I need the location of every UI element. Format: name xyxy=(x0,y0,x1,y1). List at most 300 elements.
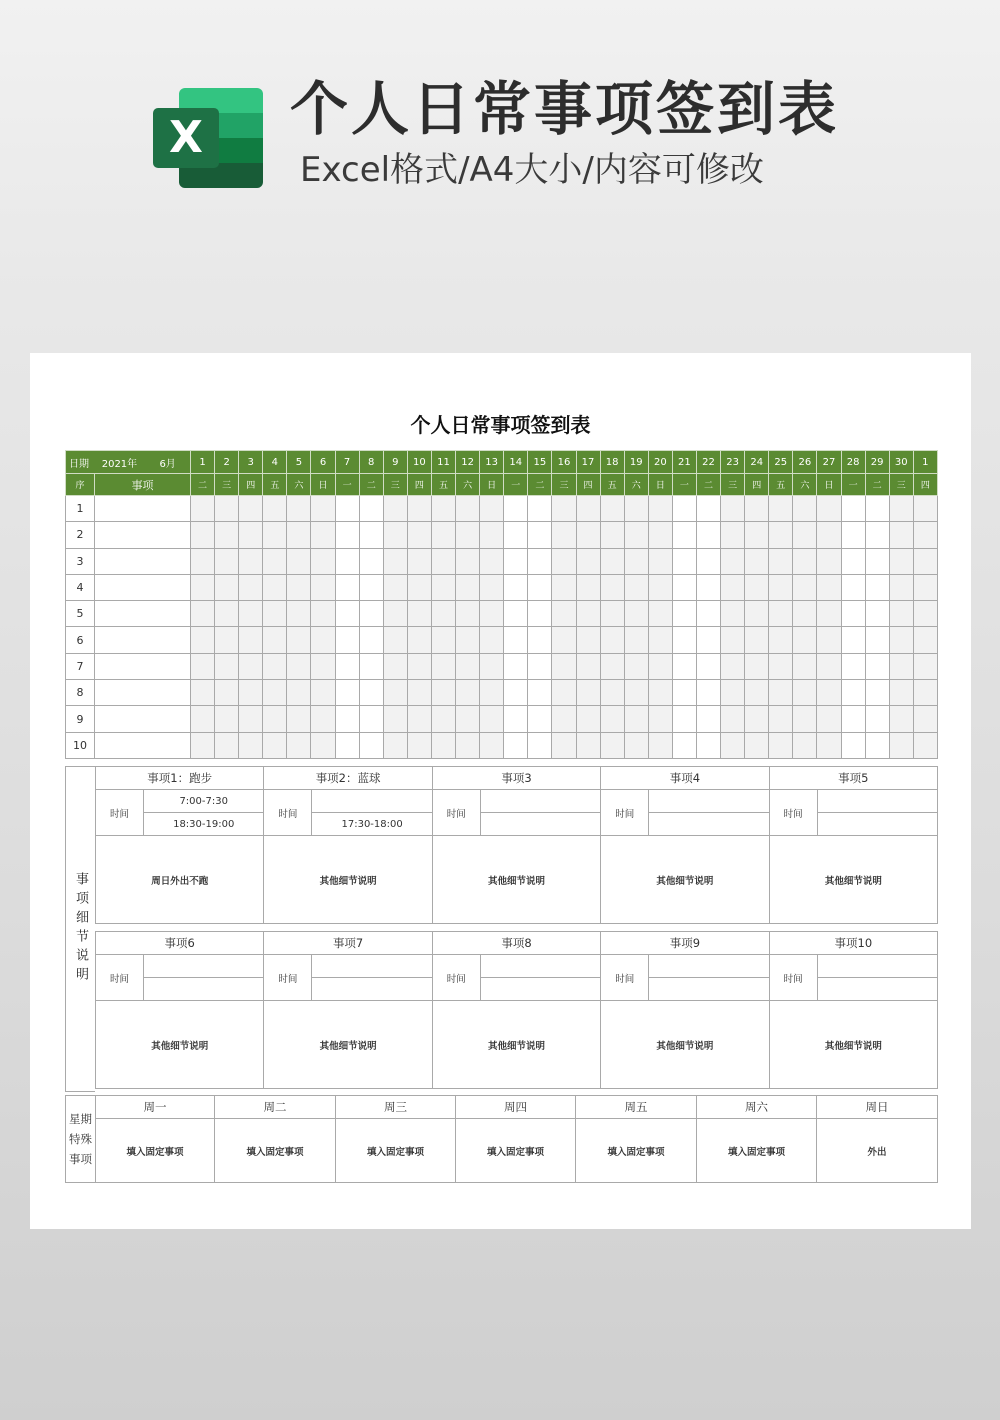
checkin-cell[interactable] xyxy=(287,706,311,732)
checkin-cell[interactable] xyxy=(263,653,287,679)
checkin-cell[interactable] xyxy=(576,653,600,679)
checkin-cell[interactable] xyxy=(191,627,215,653)
checkin-cell[interactable] xyxy=(239,706,263,732)
checkin-cell[interactable] xyxy=(913,680,937,706)
checkin-cell[interactable] xyxy=(913,601,937,627)
checkin-cell[interactable] xyxy=(359,653,383,679)
checkin-cell[interactable] xyxy=(721,627,745,653)
checkin-cell[interactable] xyxy=(431,522,455,548)
checkin-cell[interactable] xyxy=(793,732,817,758)
week-day-item[interactable]: 填入固定事项 xyxy=(576,1119,697,1183)
checkin-cell[interactable] xyxy=(287,653,311,679)
checkin-cell[interactable] xyxy=(456,601,480,627)
checkin-cell[interactable] xyxy=(215,522,239,548)
checkin-cell[interactable] xyxy=(335,548,359,574)
checkin-cell[interactable] xyxy=(311,732,335,758)
detail-description[interactable]: 其他细节说明 xyxy=(432,836,600,924)
checkin-cell[interactable] xyxy=(239,496,263,522)
checkin-cell[interactable] xyxy=(407,627,431,653)
checkin-cell[interactable] xyxy=(431,548,455,574)
checkin-cell[interactable] xyxy=(721,496,745,522)
checkin-cell[interactable] xyxy=(552,601,576,627)
checkin-cell[interactable] xyxy=(287,680,311,706)
checkin-cell[interactable] xyxy=(672,706,696,732)
checkin-cell[interactable] xyxy=(696,653,720,679)
checkin-cell[interactable] xyxy=(769,706,793,732)
checkin-cell[interactable] xyxy=(456,522,480,548)
checkin-cell[interactable] xyxy=(552,680,576,706)
checkin-cell[interactable] xyxy=(648,627,672,653)
checkin-cell[interactable] xyxy=(263,706,287,732)
checkin-cell[interactable] xyxy=(359,522,383,548)
checkin-cell[interactable] xyxy=(841,548,865,574)
checkin-cell[interactable] xyxy=(672,732,696,758)
checkin-cell[interactable] xyxy=(504,627,528,653)
checkin-cell[interactable] xyxy=(311,680,335,706)
checkin-cell[interactable] xyxy=(841,522,865,548)
week-day-item[interactable]: 填入固定事项 xyxy=(456,1119,576,1183)
checkin-cell[interactable] xyxy=(311,522,335,548)
checkin-cell[interactable] xyxy=(383,680,407,706)
checkin-cell[interactable] xyxy=(431,496,455,522)
checkin-cell[interactable] xyxy=(359,627,383,653)
checkin-cell[interactable] xyxy=(648,496,672,522)
checkin-cell[interactable] xyxy=(263,732,287,758)
time-value[interactable]: 7:00-7:30 xyxy=(144,790,264,813)
checkin-cell[interactable] xyxy=(263,522,287,548)
checkin-cell[interactable] xyxy=(239,601,263,627)
checkin-cell[interactable] xyxy=(600,548,624,574)
checkin-cell[interactable] xyxy=(648,680,672,706)
checkin-cell[interactable] xyxy=(456,627,480,653)
time-value[interactable] xyxy=(480,955,600,978)
checkin-cell[interactable] xyxy=(817,574,841,600)
item-cell[interactable] xyxy=(95,574,191,600)
checkin-cell[interactable] xyxy=(696,680,720,706)
checkin-cell[interactable] xyxy=(287,574,311,600)
checkin-cell[interactable] xyxy=(528,732,552,758)
checkin-cell[interactable] xyxy=(865,522,889,548)
item-cell[interactable] xyxy=(95,732,191,758)
checkin-cell[interactable] xyxy=(817,522,841,548)
item-cell[interactable] xyxy=(95,522,191,548)
checkin-cell[interactable] xyxy=(528,574,552,600)
checkin-cell[interactable] xyxy=(431,706,455,732)
checkin-cell[interactable] xyxy=(672,522,696,548)
checkin-cell[interactable] xyxy=(239,653,263,679)
month-label[interactable]: 6月 xyxy=(159,458,176,470)
checkin-cell[interactable] xyxy=(480,574,504,600)
detail-description[interactable]: 其他细节说明 xyxy=(769,1001,937,1089)
time-value[interactable] xyxy=(312,955,432,978)
checkin-cell[interactable] xyxy=(889,496,913,522)
checkin-cell[interactable] xyxy=(913,548,937,574)
checkin-cell[interactable] xyxy=(552,732,576,758)
checkin-cell[interactable] xyxy=(287,627,311,653)
detail-description[interactable]: 周日外出不跑 xyxy=(96,836,264,924)
checkin-cell[interactable] xyxy=(263,496,287,522)
time-value[interactable] xyxy=(649,790,769,813)
checkin-cell[interactable] xyxy=(672,601,696,627)
checkin-cell[interactable] xyxy=(552,706,576,732)
checkin-cell[interactable] xyxy=(745,680,769,706)
checkin-cell[interactable] xyxy=(383,496,407,522)
checkin-cell[interactable] xyxy=(431,627,455,653)
checkin-cell[interactable] xyxy=(696,522,720,548)
checkin-cell[interactable] xyxy=(672,548,696,574)
checkin-cell[interactable] xyxy=(696,627,720,653)
checkin-cell[interactable] xyxy=(648,601,672,627)
checkin-cell[interactable] xyxy=(431,732,455,758)
checkin-cell[interactable] xyxy=(407,732,431,758)
checkin-cell[interactable] xyxy=(191,601,215,627)
checkin-cell[interactable] xyxy=(311,548,335,574)
checkin-cell[interactable] xyxy=(793,574,817,600)
checkin-cell[interactable] xyxy=(407,548,431,574)
checkin-cell[interactable] xyxy=(648,548,672,574)
checkin-cell[interactable] xyxy=(215,732,239,758)
checkin-cell[interactable] xyxy=(600,732,624,758)
checkin-cell[interactable] xyxy=(913,496,937,522)
time-value[interactable] xyxy=(312,978,432,1001)
checkin-cell[interactable] xyxy=(648,653,672,679)
checkin-cell[interactable] xyxy=(335,496,359,522)
checkin-cell[interactable] xyxy=(672,496,696,522)
checkin-cell[interactable] xyxy=(528,627,552,653)
checkin-cell[interactable] xyxy=(215,627,239,653)
detail-item-name[interactable]: 事项5 xyxy=(769,767,937,790)
checkin-cell[interactable] xyxy=(480,601,504,627)
checkin-cell[interactable] xyxy=(239,522,263,548)
checkin-cell[interactable] xyxy=(480,496,504,522)
checkin-cell[interactable] xyxy=(504,548,528,574)
checkin-cell[interactable] xyxy=(745,653,769,679)
checkin-cell[interactable] xyxy=(552,574,576,600)
checkin-cell[interactable] xyxy=(769,627,793,653)
checkin-cell[interactable] xyxy=(841,627,865,653)
checkin-cell[interactable] xyxy=(456,548,480,574)
checkin-cell[interactable] xyxy=(696,706,720,732)
checkin-cell[interactable] xyxy=(865,653,889,679)
checkin-cell[interactable] xyxy=(504,680,528,706)
checkin-cell[interactable] xyxy=(721,522,745,548)
checkin-cell[interactable] xyxy=(745,732,769,758)
checkin-cell[interactable] xyxy=(335,601,359,627)
checkin-cell[interactable] xyxy=(600,601,624,627)
checkin-cell[interactable] xyxy=(504,496,528,522)
time-value[interactable] xyxy=(817,813,937,836)
detail-description[interactable]: 其他细节说明 xyxy=(264,1001,432,1089)
checkin-cell[interactable] xyxy=(456,732,480,758)
checkin-cell[interactable] xyxy=(287,601,311,627)
checkin-cell[interactable] xyxy=(215,496,239,522)
checkin-cell[interactable] xyxy=(624,706,648,732)
detail-item-name[interactable]: 事项9 xyxy=(601,932,769,955)
checkin-cell[interactable] xyxy=(600,706,624,732)
checkin-cell[interactable] xyxy=(335,653,359,679)
checkin-cell[interactable] xyxy=(383,548,407,574)
detail-description[interactable]: 其他细节说明 xyxy=(769,836,937,924)
checkin-cell[interactable] xyxy=(480,522,504,548)
checkin-cell[interactable] xyxy=(431,680,455,706)
time-value[interactable] xyxy=(144,955,264,978)
checkin-cell[interactable] xyxy=(191,706,215,732)
checkin-cell[interactable] xyxy=(576,522,600,548)
checkin-cell[interactable] xyxy=(504,574,528,600)
checkin-cell[interactable] xyxy=(865,548,889,574)
item-cell[interactable] xyxy=(95,627,191,653)
checkin-cell[interactable] xyxy=(431,653,455,679)
year-label[interactable]: 2021年 xyxy=(101,458,138,470)
time-value[interactable] xyxy=(480,813,600,836)
checkin-cell[interactable] xyxy=(721,653,745,679)
checkin-cell[interactable] xyxy=(311,601,335,627)
detail-item-name[interactable]: 事项3 xyxy=(432,767,600,790)
checkin-cell[interactable] xyxy=(721,706,745,732)
checkin-cell[interactable] xyxy=(817,627,841,653)
checkin-cell[interactable] xyxy=(528,653,552,679)
checkin-cell[interactable] xyxy=(480,548,504,574)
checkin-cell[interactable] xyxy=(407,680,431,706)
time-value[interactable] xyxy=(649,955,769,978)
checkin-cell[interactable] xyxy=(528,680,552,706)
checkin-cell[interactable] xyxy=(504,706,528,732)
checkin-cell[interactable] xyxy=(480,732,504,758)
checkin-cell[interactable] xyxy=(528,548,552,574)
checkin-cell[interactable] xyxy=(600,680,624,706)
checkin-cell[interactable] xyxy=(359,706,383,732)
checkin-cell[interactable] xyxy=(215,680,239,706)
checkin-cell[interactable] xyxy=(335,522,359,548)
checkin-cell[interactable] xyxy=(721,601,745,627)
checkin-cell[interactable] xyxy=(239,574,263,600)
checkin-cell[interactable] xyxy=(215,653,239,679)
checkin-cell[interactable] xyxy=(865,680,889,706)
checkin-cell[interactable] xyxy=(576,574,600,600)
checkin-cell[interactable] xyxy=(913,627,937,653)
checkin-cell[interactable] xyxy=(528,601,552,627)
checkin-cell[interactable] xyxy=(287,496,311,522)
checkin-cell[interactable] xyxy=(239,548,263,574)
checkin-cell[interactable] xyxy=(359,496,383,522)
checkin-cell[interactable] xyxy=(215,574,239,600)
checkin-cell[interactable] xyxy=(311,653,335,679)
checkin-cell[interactable] xyxy=(431,574,455,600)
checkin-cell[interactable] xyxy=(624,574,648,600)
checkin-cell[interactable] xyxy=(672,627,696,653)
checkin-cell[interactable] xyxy=(889,653,913,679)
detail-item-name[interactable]: 事项6 xyxy=(96,932,264,955)
checkin-cell[interactable] xyxy=(528,706,552,732)
checkin-cell[interactable] xyxy=(335,732,359,758)
detail-item-name[interactable]: 事项1：跑步 xyxy=(96,767,264,790)
checkin-cell[interactable] xyxy=(696,548,720,574)
checkin-cell[interactable] xyxy=(600,627,624,653)
detail-item-name[interactable]: 事项10 xyxy=(769,932,937,955)
checkin-cell[interactable] xyxy=(745,522,769,548)
item-cell[interactable] xyxy=(95,680,191,706)
checkin-cell[interactable] xyxy=(793,522,817,548)
checkin-cell[interactable] xyxy=(817,732,841,758)
checkin-cell[interactable] xyxy=(552,522,576,548)
checkin-cell[interactable] xyxy=(817,548,841,574)
checkin-cell[interactable] xyxy=(480,627,504,653)
item-cell[interactable] xyxy=(95,653,191,679)
checkin-cell[interactable] xyxy=(913,732,937,758)
checkin-cell[interactable] xyxy=(600,522,624,548)
time-value[interactable] xyxy=(817,978,937,1001)
detail-description[interactable]: 其他细节说明 xyxy=(601,836,769,924)
checkin-cell[interactable] xyxy=(913,574,937,600)
checkin-cell[interactable] xyxy=(480,680,504,706)
checkin-cell[interactable] xyxy=(865,574,889,600)
checkin-cell[interactable] xyxy=(793,601,817,627)
checkin-cell[interactable] xyxy=(383,627,407,653)
checkin-cell[interactable] xyxy=(311,496,335,522)
detail-description[interactable]: 其他细节说明 xyxy=(264,836,432,924)
checkin-cell[interactable] xyxy=(865,732,889,758)
checkin-cell[interactable] xyxy=(745,601,769,627)
detail-item-name[interactable]: 事项2：蓝球 xyxy=(264,767,432,790)
checkin-cell[interactable] xyxy=(841,496,865,522)
checkin-cell[interactable] xyxy=(624,548,648,574)
checkin-cell[interactable] xyxy=(624,627,648,653)
item-cell[interactable] xyxy=(95,706,191,732)
checkin-cell[interactable] xyxy=(359,548,383,574)
checkin-cell[interactable] xyxy=(913,706,937,732)
checkin-cell[interactable] xyxy=(793,496,817,522)
checkin-cell[interactable] xyxy=(745,627,769,653)
checkin-cell[interactable] xyxy=(672,574,696,600)
checkin-cell[interactable] xyxy=(793,653,817,679)
week-day-item[interactable]: 填入固定事项 xyxy=(96,1119,215,1183)
time-value[interactable]: 18:30-19:00 xyxy=(144,813,264,836)
checkin-cell[interactable] xyxy=(889,522,913,548)
time-value[interactable] xyxy=(480,790,600,813)
time-value[interactable] xyxy=(649,813,769,836)
checkin-cell[interactable] xyxy=(504,601,528,627)
checkin-cell[interactable] xyxy=(383,732,407,758)
checkin-cell[interactable] xyxy=(841,706,865,732)
checkin-cell[interactable] xyxy=(576,601,600,627)
checkin-cell[interactable] xyxy=(624,653,648,679)
checkin-cell[interactable] xyxy=(263,548,287,574)
checkin-cell[interactable] xyxy=(721,732,745,758)
checkin-cell[interactable] xyxy=(696,732,720,758)
checkin-cell[interactable] xyxy=(359,680,383,706)
checkin-cell[interactable] xyxy=(865,627,889,653)
checkin-cell[interactable] xyxy=(841,653,865,679)
checkin-cell[interactable] xyxy=(817,601,841,627)
checkin-cell[interactable] xyxy=(793,627,817,653)
checkin-cell[interactable] xyxy=(769,522,793,548)
checkin-cell[interactable] xyxy=(817,706,841,732)
checkin-cell[interactable] xyxy=(889,732,913,758)
checkin-cell[interactable] xyxy=(383,574,407,600)
checkin-cell[interactable] xyxy=(359,601,383,627)
time-value[interactable] xyxy=(312,790,432,813)
checkin-cell[interactable] xyxy=(865,496,889,522)
checkin-cell[interactable] xyxy=(745,706,769,732)
checkin-cell[interactable] xyxy=(528,522,552,548)
checkin-cell[interactable] xyxy=(311,574,335,600)
checkin-cell[interactable] xyxy=(769,574,793,600)
checkin-cell[interactable] xyxy=(745,496,769,522)
checkin-cell[interactable] xyxy=(383,706,407,732)
checkin-cell[interactable] xyxy=(817,496,841,522)
checkin-cell[interactable] xyxy=(769,601,793,627)
checkin-cell[interactable] xyxy=(648,706,672,732)
checkin-cell[interactable] xyxy=(528,496,552,522)
checkin-cell[interactable] xyxy=(721,574,745,600)
checkin-cell[interactable] xyxy=(480,653,504,679)
detail-description[interactable]: 其他细节说明 xyxy=(96,1001,264,1089)
checkin-cell[interactable] xyxy=(793,548,817,574)
week-day-item[interactable]: 填入固定事项 xyxy=(336,1119,456,1183)
checkin-cell[interactable] xyxy=(215,601,239,627)
checkin-cell[interactable] xyxy=(407,496,431,522)
checkin-cell[interactable] xyxy=(263,574,287,600)
checkin-cell[interactable] xyxy=(191,522,215,548)
checkin-cell[interactable] xyxy=(335,706,359,732)
item-cell[interactable] xyxy=(95,601,191,627)
detail-item-name[interactable]: 事项7 xyxy=(264,932,432,955)
detail-description[interactable]: 其他细节说明 xyxy=(432,1001,600,1089)
checkin-cell[interactable] xyxy=(769,653,793,679)
checkin-cell[interactable] xyxy=(576,706,600,732)
checkin-cell[interactable] xyxy=(600,496,624,522)
checkin-cell[interactable] xyxy=(263,680,287,706)
checkin-cell[interactable] xyxy=(913,522,937,548)
checkin-cell[interactable] xyxy=(769,680,793,706)
checkin-cell[interactable] xyxy=(191,574,215,600)
checkin-cell[interactable] xyxy=(576,680,600,706)
checkin-cell[interactable] xyxy=(889,680,913,706)
checkin-cell[interactable] xyxy=(504,522,528,548)
checkin-cell[interactable] xyxy=(456,574,480,600)
checkin-cell[interactable] xyxy=(191,680,215,706)
checkin-cell[interactable] xyxy=(263,627,287,653)
checkin-cell[interactable] xyxy=(383,601,407,627)
time-value[interactable] xyxy=(144,978,264,1001)
checkin-cell[interactable] xyxy=(287,522,311,548)
checkin-cell[interactable] xyxy=(889,574,913,600)
checkin-cell[interactable] xyxy=(407,522,431,548)
detail-description[interactable]: 其他细节说明 xyxy=(601,1001,769,1089)
item-cell[interactable] xyxy=(95,548,191,574)
checkin-cell[interactable] xyxy=(359,732,383,758)
checkin-cell[interactable] xyxy=(407,574,431,600)
checkin-cell[interactable] xyxy=(672,680,696,706)
week-day-item[interactable]: 填入固定事项 xyxy=(215,1119,336,1183)
checkin-cell[interactable] xyxy=(600,574,624,600)
checkin-cell[interactable] xyxy=(721,680,745,706)
checkin-cell[interactable] xyxy=(576,496,600,522)
checkin-cell[interactable] xyxy=(696,574,720,600)
checkin-cell[interactable] xyxy=(191,653,215,679)
checkin-cell[interactable] xyxy=(407,653,431,679)
checkin-cell[interactable] xyxy=(552,548,576,574)
checkin-cell[interactable] xyxy=(913,653,937,679)
checkin-cell[interactable] xyxy=(311,706,335,732)
checkin-cell[interactable] xyxy=(817,653,841,679)
checkin-cell[interactable] xyxy=(552,496,576,522)
checkin-cell[interactable] xyxy=(239,680,263,706)
checkin-cell[interactable] xyxy=(624,601,648,627)
checkin-cell[interactable] xyxy=(191,496,215,522)
checkin-cell[interactable] xyxy=(335,574,359,600)
checkin-cell[interactable] xyxy=(624,680,648,706)
